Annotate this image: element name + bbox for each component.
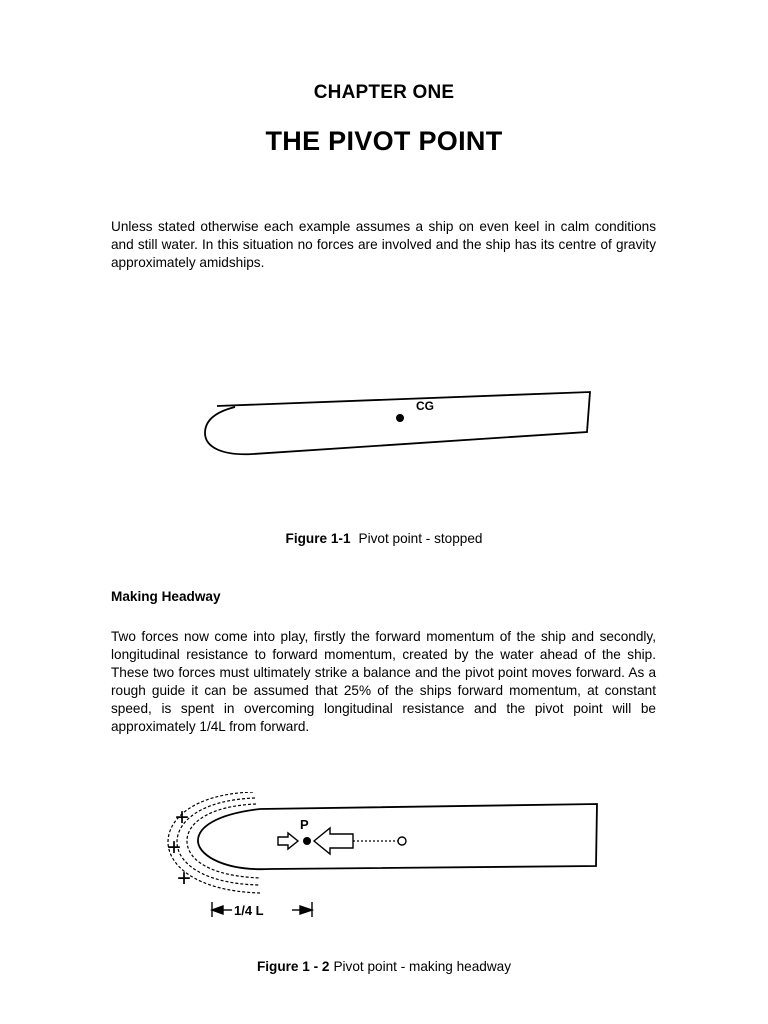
pivot-label: P: [300, 817, 309, 832]
figure-1-2-text: Pivot point - making headway: [333, 959, 512, 974]
centre-of-gravity-dot: [396, 414, 404, 422]
svg-text:+: +: [175, 804, 190, 831]
page-title: THE PIVOT POINT: [265, 126, 503, 156]
ship-hull-outline: [205, 392, 590, 454]
figure-1-2-caption: [0, 959, 768, 974]
cg-circle: [398, 837, 406, 845]
figure-1-1-label: Figure 1-1: [285, 531, 351, 546]
cg-label: CG: [416, 399, 434, 413]
intro-paragraph: Unless stated otherwise each example assumes a ship on even keel in calm conditions and still water. In this situation no forces are involved and the ship has its centre of gravity approximately amidships.: [111, 219, 656, 270]
svg-text:+: +: [177, 865, 192, 892]
figure-1-2-label: Figure 1 - 2: [256, 959, 330, 974]
resistance-arrow-icon: [314, 828, 353, 854]
pivot-point-dot: [303, 837, 311, 845]
section-heading: Making Headway: [111, 589, 221, 604]
figure-1-1-caption: [0, 531, 768, 546]
headway-paragraph: Two forces now come into play, firstly the forward momentum of the ship and secondly, longitudinal resistance to forward momentum, created by the water ahead of the ship. These two forces must ultimately strike a balance and the pivot point moves forward. As a rough guide it can be assumed that 25% of the ships forward momentum, at constant speed, is spent in overcoming longitudinal resistance and the pivot point will be approximately 1/4L from forward.: [111, 629, 656, 734]
figure-1-1-ship-diagram: [195, 385, 605, 465]
distance-label: 1/4 L: [234, 903, 264, 918]
figure-1-2-ship-diagram: [160, 792, 605, 927]
svg-text:+: +: [167, 834, 182, 861]
forward-arrow-icon: [278, 833, 298, 849]
ship-hull-outline: [198, 804, 597, 869]
chapter-label: CHAPTER ONE: [313, 82, 455, 103]
figure-1-1-text: Pivot point - stopped: [358, 531, 483, 546]
pressure-plus-signs: [167, 804, 191, 892]
